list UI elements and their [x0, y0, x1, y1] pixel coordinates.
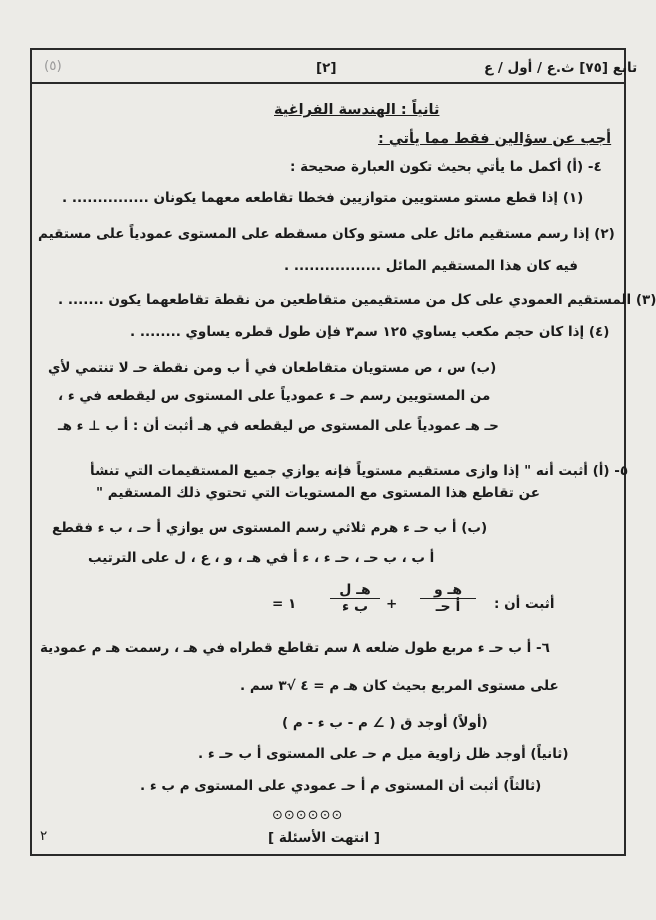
q6-part-2: (ثانياً) أوجد ظل زاوية ميل م حـ على المستوى أ ب حـ ء .: [198, 746, 569, 762]
q5-plus: +: [386, 596, 398, 612]
section-instruction: أجب عن سؤالين فقط مما يأتي :: [378, 131, 612, 147]
header-left-code: [٢]: [316, 60, 337, 76]
q5-a-line-1: ٥- (أ) أثبت أنه " إذا وازى مستقيم مستوياً فإنه يوازي جميع المستقيمات التي تنشأ: [90, 463, 629, 479]
q5-b-line-1: (ب) أ ب حـ ء هرم ثلاثي رسم المستوى س يوازي أ حـ ، ب ء فقطع: [52, 520, 488, 536]
q4-b-line-2: من المستويين رسم حـ ء عمودياً على المستوى س ليقطعه في ء ،: [58, 388, 491, 404]
q5-fraction-2-num: هـ ل: [330, 582, 380, 599]
end-marks: ⊙⊙⊙⊙⊙⊙: [272, 808, 344, 823]
page-number: ٢: [40, 828, 48, 844]
q4-item-2-cont: فيه كان هذا المستقيم المائل ................. .: [284, 258, 579, 274]
q4-item-3: (٣) المستقيم العمودي على كل من مستقيمين متقاطعين من نقطة تقاطعهما يكون ....... .: [58, 292, 656, 308]
q5-fraction-1: [420, 582, 476, 615]
header-divider: [32, 82, 624, 84]
q4-a-heading: ٤- (أ) أكمل ما يأتي بحيث تكون العبارة صحيحة :: [290, 159, 602, 175]
end-text: [ انتهت الأسئلة ]: [268, 830, 381, 846]
q5-a-line-2: عن تقاطع هذا المستوى مع المستويات التي تحتوي ذلك المستقيم ": [96, 485, 540, 501]
q5-equals-one: = ١: [272, 596, 297, 612]
q4-item-4: (٤) إذا كان حجم مكعب يساوي ١٢٥ سم٣ فإن طول قطره يساوي ........ .: [130, 324, 610, 340]
q4-item-2: (٢) إذا رسم مستقيم مائل على مستو وكان مسقطه على المستوى عمودياً على مستقيم: [38, 226, 615, 242]
header-faint-mark: (٥): [44, 58, 62, 74]
q4-item-1: (١) إذا قطع مستو مستويين متوازيين فخطا تقاطعه معهما يكونان ............... .: [62, 190, 584, 206]
q5-b-line-2: أ ب ، ب حـ ، حـ ء ، ء أ في هـ ، و ، ع ، ل على الترتيب: [88, 550, 435, 566]
section-title: ثانياً : الهندسة الفراغية: [274, 102, 440, 118]
q5-prove-label: أثبت أن :: [494, 596, 555, 612]
q5-fraction-1-num: هـ و: [420, 582, 476, 599]
q5-fraction-1-den: أ حـ: [435, 599, 461, 615]
q5-fraction-2: [330, 582, 380, 615]
q6-line-1: ٦- أ ب حـ ء مربع طول ضلعه ٨ سم تقاطع قطراه في هـ ، رسمت هـ م عمودية: [40, 640, 550, 656]
q4-b-line-3: حـ هـ عمودياً على المستوى ص ليقطعه في هـ أثبت أن : أ ب ⊥ ء هـ: [58, 418, 499, 434]
header-right-code: تابع [٧٥] ث.ع / أول / ع: [484, 60, 638, 76]
q4-b-line-1: (ب) س ، ص مستويان متقاطعان في أ ب ومن نقطة حـ لا تنتمي لأي: [48, 360, 497, 376]
q6-part-1: (أولاً) أوجد ق ( ∠ م - ب ء - م ): [282, 715, 488, 731]
q6-part-3: (ثالثاً) أثبت أن المستوى م أ حـ عمودي على المستوى م ب ء .: [140, 778, 542, 794]
q6-line-2: على مستوى المربع بحيث كان هـ م = ٤ √٣ سم .: [240, 678, 559, 694]
q5-fraction-2-den: ب ء: [341, 599, 369, 615]
